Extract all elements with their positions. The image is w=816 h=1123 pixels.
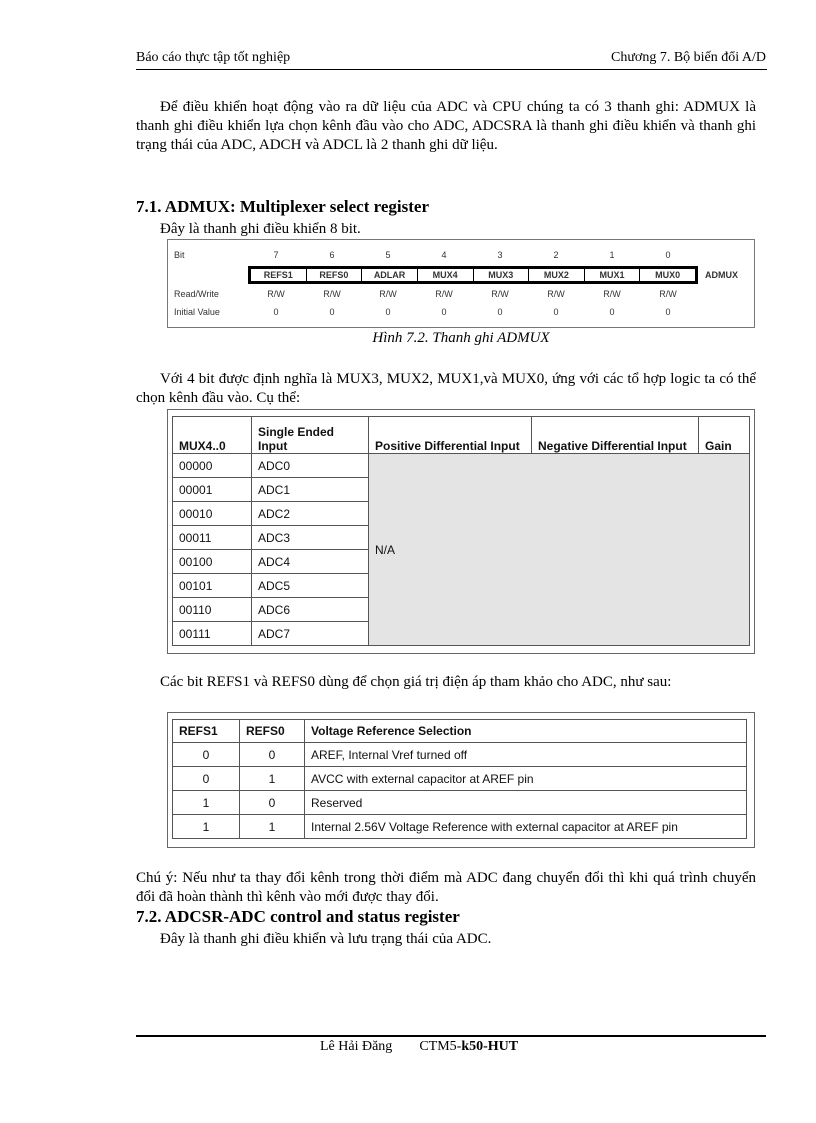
rw-value: R/W: [491, 289, 509, 299]
col-header: Gain: [699, 417, 750, 454]
bit-name: MUX1: [585, 269, 641, 281]
bit-name: REFS1: [251, 269, 307, 281]
initial-value-label: Initial Value: [174, 307, 220, 317]
mux-code: 00111: [173, 622, 252, 646]
refs-table-frame: [167, 712, 755, 848]
initial-value: 0: [553, 307, 559, 317]
initial-value: 0: [665, 307, 671, 317]
bit-number: 1: [609, 250, 615, 260]
bit-number: 4: [441, 250, 447, 260]
refs0-value: 1: [240, 815, 305, 839]
section2-description: Đây là thanh ghi điều khiển và lưu trạng thái của ADC.: [160, 931, 492, 947]
bit-number: 7: [273, 250, 279, 260]
footer-class-prefix: CTM5-: [419, 1039, 462, 1054]
bit-name: REFS0: [307, 269, 363, 281]
mux-code: 00010: [173, 502, 252, 526]
rw-value: R/W: [659, 289, 677, 299]
mux-code: 00100: [173, 550, 252, 574]
header-left: Báo cáo thực tập tốt nghiệp: [136, 50, 291, 65]
refs1-value: 1: [173, 815, 240, 839]
admux-register-figure: [167, 239, 755, 328]
single-ended-input: ADC7: [252, 622, 369, 646]
single-ended-input: ADC2: [252, 502, 369, 526]
single-ended-input: ADC4: [252, 550, 369, 574]
figure-caption: Hình 7.2. Thanh ghi ADMUX: [372, 330, 550, 346]
bit-label: Bit: [174, 250, 185, 260]
intro-paragraph: Để điều khiển hoạt động vào ra dữ liệu của ADC và CPU chúng ta có 3 thanh ghi: ADMUX là thanh ghi điều khiển lựa chọn kênh đầu vào cho ADC, ADCSRA là thanh ghi điều khiển và thanh ghi trạng thái của ADC, ADCH và ADCL là 2 thanh ghi dữ liệu.: [136, 99, 756, 153]
bit-row: [168, 250, 754, 264]
read-write-row: [168, 289, 754, 303]
note-paragraph: Chú ý: Nếu như ta thay đổi kênh trong thời điểm mà ADC đang chuyển đổi thì khi quá trình chuyển đổi đã hoàn thành thì kênh vào mới được thay đổi.: [136, 870, 756, 905]
rw-value: R/W: [547, 289, 565, 299]
col-header: REFS0: [240, 720, 305, 743]
footer-rule: [136, 1035, 766, 1037]
table-header-row: [173, 720, 747, 743]
mux-selection-table: [172, 416, 750, 646]
initial-value: 0: [441, 307, 447, 317]
refs0-value: 1: [240, 767, 305, 791]
initial-value: 0: [273, 307, 279, 317]
refs1-value: 0: [173, 743, 240, 767]
col-header: REFS1: [173, 720, 240, 743]
mux-code: 00000: [173, 454, 252, 478]
mux-table-frame: [167, 409, 755, 654]
initial-value-row: [168, 307, 754, 321]
single-ended-input: ADC5: [252, 574, 369, 598]
refs-intro-paragraph: Các bit REFS1 và REFS0 dùng để chọn giá trị điện áp tham khảo cho ADC, như sau:: [160, 674, 672, 690]
bit-name: MUX2: [529, 269, 585, 281]
bit-number: 6: [329, 250, 335, 260]
table-row: [173, 743, 747, 767]
voltage-reference-table: [172, 719, 747, 839]
table-row: [173, 454, 750, 478]
initial-value: 0: [385, 307, 391, 317]
bit-name: MUX3: [474, 269, 530, 281]
table-row: [173, 815, 747, 839]
col-header: Single Ended Input: [252, 417, 369, 454]
bit-name: MUX0: [655, 270, 681, 280]
col-header: Positive Differential Input: [369, 417, 532, 454]
bit-name: ADLAR: [362, 269, 418, 281]
footer-class-code: k50-HUT: [461, 1039, 519, 1054]
col-header: MUX4..0: [173, 417, 252, 454]
bit-number: 2: [553, 250, 559, 260]
reference-selection: Reserved: [305, 791, 747, 815]
reference-selection: Internal 2.56V Voltage Reference with external capacitor at AREF pin: [305, 815, 747, 839]
section2-heading: 7.2. ADCSR-ADC control and status register: [136, 907, 460, 926]
refs0-value: 0: [240, 791, 305, 815]
bit-number: 0: [665, 250, 671, 260]
single-ended-input: ADC3: [252, 526, 369, 550]
reference-selection: AVCC with external capacitor at AREF pin: [305, 767, 747, 791]
rw-value: R/W: [603, 289, 621, 299]
mux-code: 00110: [173, 598, 252, 622]
table-row: [173, 767, 747, 791]
col-header: Voltage Reference Selection: [305, 720, 747, 743]
refs0-value: 0: [240, 743, 305, 767]
initial-value: 0: [329, 307, 335, 317]
rw-value: R/W: [379, 289, 397, 299]
not-applicable-cell: N/A: [369, 454, 750, 646]
bit-name: MUX4: [418, 269, 474, 281]
mux-code: 00011: [173, 526, 252, 550]
table-header-row: [173, 417, 750, 454]
header-right: Chương 7. Bộ biến đổi A/D: [611, 50, 766, 65]
initial-value: 0: [497, 307, 503, 317]
mux-code: 00001: [173, 478, 252, 502]
bit-number: 5: [385, 250, 391, 260]
table-row: [173, 791, 747, 815]
register-name: ADMUX: [705, 270, 738, 280]
read-write-label: Read/Write: [174, 289, 219, 299]
mux-intro-paragraph: Với 4 bit được định nghĩa là MUX3, MUX2, MUX1,và MUX0, ứng với các tổ hợp logic ta có thể chọn kênh đầu vào. Cụ thể:: [136, 371, 756, 406]
initial-value: 0: [609, 307, 615, 317]
header-rule: [136, 69, 767, 70]
section1-description: Đây là thanh ghi điều khiển 8 bit.: [160, 221, 361, 237]
single-ended-input: ADC0: [252, 454, 369, 478]
reference-selection: AREF, Internal Vref turned off: [305, 743, 747, 767]
section1-heading: 7.1. ADMUX: Multiplexer select register: [136, 197, 430, 216]
bit-number: 3: [497, 250, 503, 260]
single-ended-input: ADC1: [252, 478, 369, 502]
refs1-value: 0: [173, 767, 240, 791]
single-ended-input: ADC6: [252, 598, 369, 622]
refs1-value: 1: [173, 791, 240, 815]
mux-code: 00101: [173, 574, 252, 598]
rw-value: R/W: [267, 289, 285, 299]
footer-author: Lê Hải Đăng: [320, 1039, 393, 1054]
register-bit-names: [248, 266, 698, 284]
col-header: Negative Differential Input: [532, 417, 699, 454]
rw-value: R/W: [323, 289, 341, 299]
rw-value: R/W: [435, 289, 453, 299]
footer: [320, 1039, 518, 1055]
